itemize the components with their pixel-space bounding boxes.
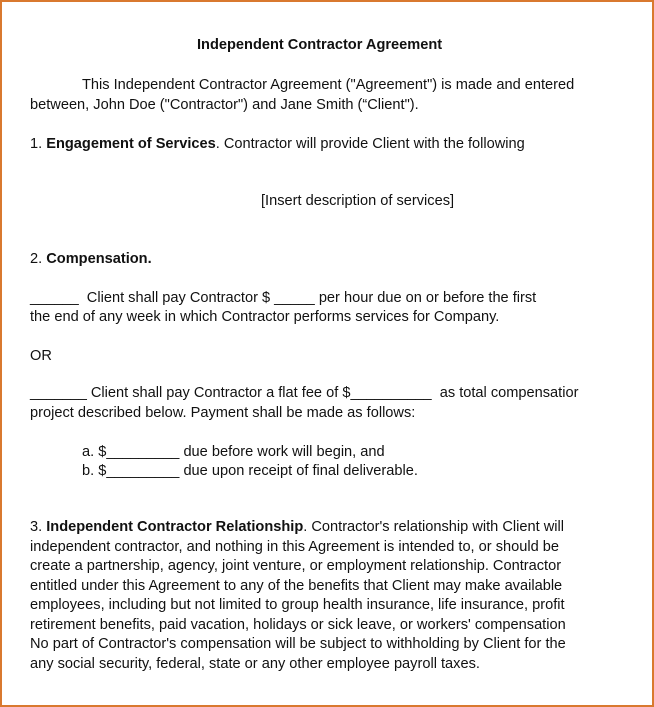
flat-fee-line-2: project described below. Payment shall be made as follows: [30, 405, 416, 421]
intro-line-1: This Independent Contractor Agreement ("Agreement") is made and entered [82, 77, 575, 93]
section-3-title: Independent Contractor Relationship [46, 519, 304, 535]
section-3-number: 3. [30, 519, 47, 535]
section-3-line: create a partnership, agency, joint venture, or employment relationship. Contractor [30, 558, 562, 574]
section-1-heading [30, 134, 525, 154]
section-2-heading [30, 249, 152, 269]
section-3-text: . Contractor's relationship with Client will [303, 519, 564, 535]
document-title: Independent Contractor Agreement [197, 37, 443, 53]
section-3-line: retirement benefits, paid vacation, holidays or sick leave, or workers' compensation [30, 617, 566, 633]
section-2-title: Compensation. [46, 251, 152, 267]
flat-fee-line-1: _______ Client shall pay Contractor a flat fee of $__________ as total compensatior [30, 385, 579, 401]
section-3-line: independent contractor, and nothing in this Agreement is intended to, or should be [30, 539, 559, 555]
or-label: OR [30, 348, 52, 364]
hourly-fee-line-2: the end of any week in which Contractor performs services for Company. [30, 309, 500, 325]
section-2-number: 2. [30, 251, 47, 267]
section-1-text: . Contractor will provide Client with the following [215, 136, 525, 152]
hourly-fee-line-1: ______ Client shall pay Contractor $ _____ per hour due on or before the first [30, 290, 537, 306]
section-1-number: 1. [30, 136, 47, 152]
section-3-heading [30, 517, 564, 537]
section-3-line: employees, including but not limited to group health insurance, life insurance, profit [30, 597, 565, 613]
section-3-line: entitled under this Agreement to any of the benefits that Client may make available [30, 578, 563, 594]
section-1-title: Engagement of Services [46, 136, 216, 152]
payment-item-a: a. $_________ due before work will begin, and [82, 444, 385, 460]
payment-item-b: b. $_________ due upon receipt of final deliverable. [82, 463, 418, 479]
services-placeholder: [Insert description of services] [261, 193, 455, 209]
intro-line-2: between, John Doe ("Contractor") and Jane Smith (“Client"). [30, 97, 419, 113]
section-3-line: any social security, federal, state or any other employee payroll taxes. [30, 656, 480, 672]
section-3-line: No part of Contractor's compensation will be subject to withholding by Client for the [30, 636, 566, 652]
